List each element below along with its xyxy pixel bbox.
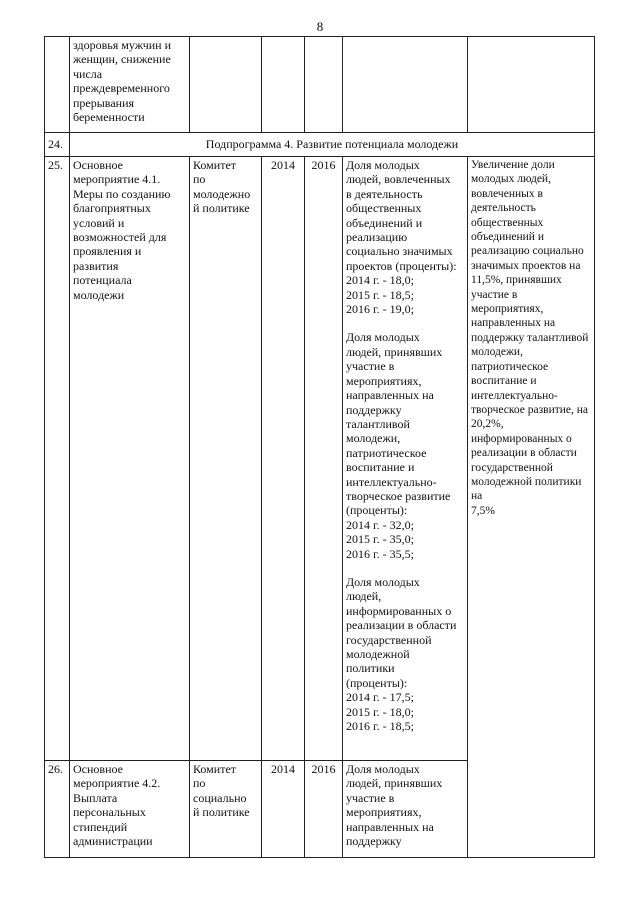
table-row-25: [45, 157, 595, 761]
subprogram-heading: Подпрограмма 4. Развитие потенциала молодежи: [70, 133, 595, 157]
cell-end: [305, 37, 343, 133]
program-table: [44, 36, 595, 858]
start-year: 2014: [262, 761, 305, 858]
table-row-continued: [45, 37, 595, 133]
cell-event-continued: здоровья мужчин и женщин, снижение числа преждевременного прерывания беременности: [70, 37, 190, 133]
indicators-cell: [343, 157, 468, 761]
event-name: Основное мероприятие 4.2. Выплата персональных стипендий администрации: [70, 761, 190, 858]
cell-start: [262, 37, 305, 133]
row-number: 24.: [45, 133, 70, 157]
cell-result: [468, 37, 595, 133]
end-year: 2016: [305, 157, 343, 761]
cell-indicator: [343, 37, 468, 133]
row-number: 25.: [45, 157, 70, 761]
executor: Комитет по молодежно й политике: [190, 157, 262, 761]
indicator-3: Доля молодых людей, информированных о реализации в области государственной молодежной политики (проценты): 2014 г. - 17,5; 2015 г. - 18,0; 2016 г. - 18,5;: [346, 574, 457, 734]
indicator-1: Доля молодых людей, принявших участие в мероприятиях, направленных на поддержку: [343, 761, 468, 858]
event-name: Основное мероприятие 4.1. Меры по созданию благоприятных условий и возможностей для проявления и развития потенциала молодежи: [70, 157, 190, 761]
page-number: 8: [316, 19, 324, 34]
expected-result: Увеличение доли молодых людей, вовлеченных в деятельность общественных объединений и реализацию социально значимых проектов на 11,5%, принявших участие в мероприятиях, направленных на поддержку талантливой молодежи, патриотическое воспитание и интеллектуально- творческое развитие, на 20,2%, информированных о реализации в области государственной молодежной политики на 7,5%: [468, 157, 595, 858]
end-year: 2016: [305, 761, 343, 858]
row-number: 26.: [45, 761, 70, 858]
indicator-2: Доля молодых людей, принявших участие в мероприятиях, направленных на поддержку талантливой молодежи, патриотическое воспитание и интеллектуально- творческое развитие (проценты): 2014 г. - 32,0; 2015 г. - 35,0; 2016 г. - 35,5;: [346, 330, 451, 561]
cell-num: [45, 37, 70, 133]
cell-executor: [190, 37, 262, 133]
indicator-1: Доля молодых людей, вовлеченных в деятельность общественных объединений и реализацию социально значимых проектов (проценты): 2014 г. - 18,0; 2015 г. - 18,5; 2016 г. - 19,0;: [346, 158, 457, 317]
table-row-subprogram: [45, 133, 595, 157]
start-year: 2014: [262, 157, 305, 761]
executor: Комитет по социально й политике: [190, 761, 262, 858]
